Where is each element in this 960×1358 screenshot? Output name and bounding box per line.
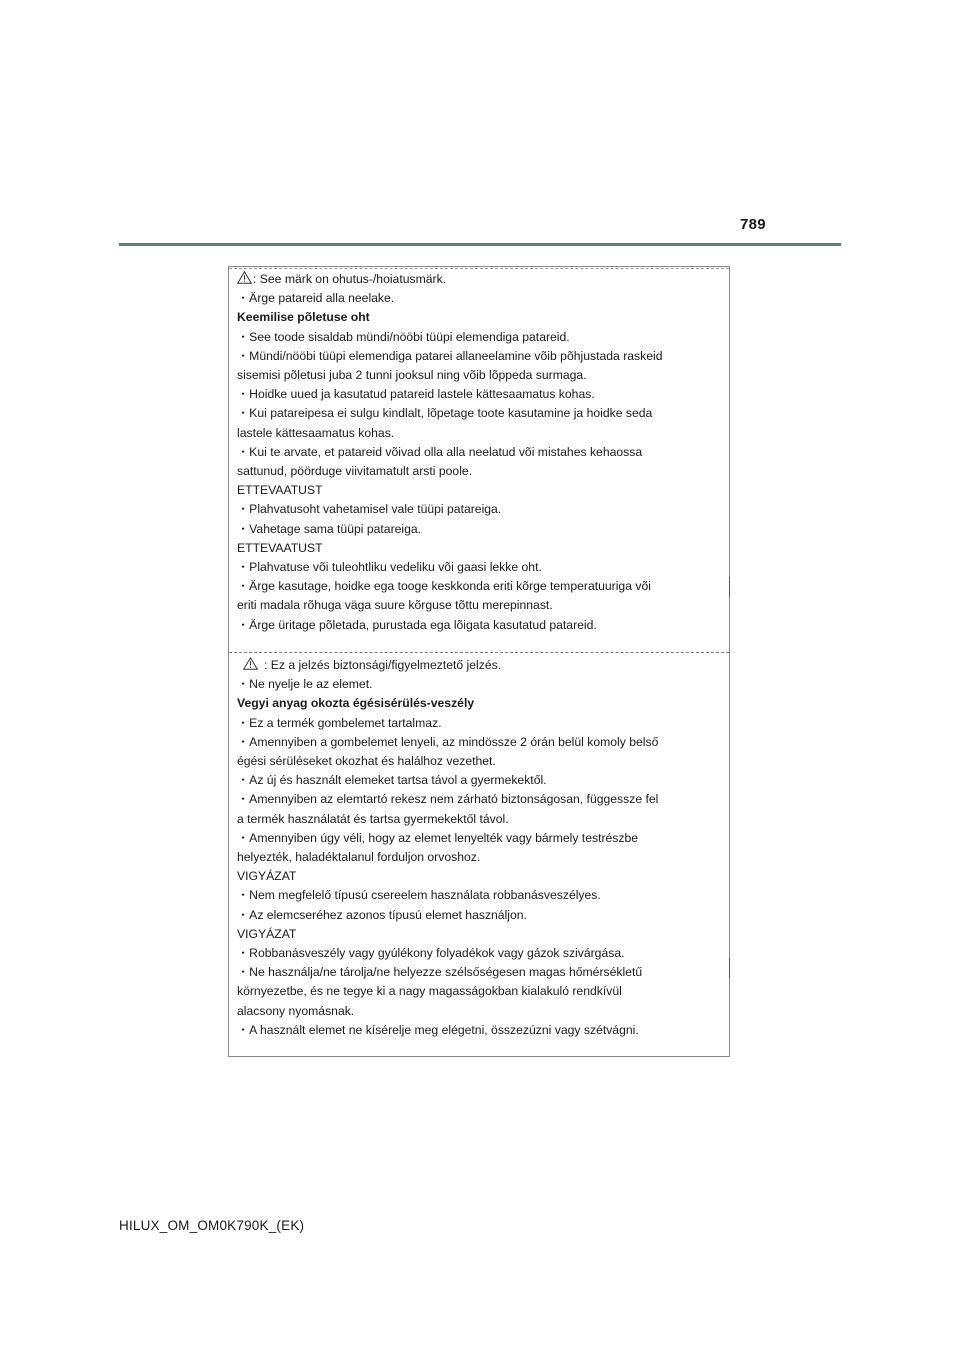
estonian-line: ・Vahetage sama tüüpi patareiga. [237,521,422,536]
hungarian-caution-heading: VIGYÁZAT [237,869,297,884]
hungarian-line: ・A használt elemet ne kísérelje meg elégetni, összezúzni vagy szétvágni. [237,1022,639,1037]
warning-triangle-icon [243,657,258,670]
hungarian-line: a termék használatát és tartsa gyermekektől távol. [237,811,509,826]
estonian-line: ・Ärge kasutage, hoidke ega tooge keskkonda eriti kõrge temperatuuriga või [237,579,651,594]
hungarian-line: ・Robbanásveszély vagy gyúlékony folyadékok vagy gázok szivárgása. [237,946,625,961]
estonian-line: ・Kui te arvate, et patareid võivad olla alla neelatud või mistahes kehaossa [237,444,643,459]
section-divider [229,652,729,653]
hungarian-line: helyezték, haladéktalanul forduljon orvoshoz. [237,850,481,865]
edge-mark [729,958,730,978]
hungarian-line: ・Amennyiben úgy véli, hogy az elemet lenyelték vagy bármely testrészbe [237,830,639,845]
estonian-line: ・Mündi/nööbi tüüpi elemendiga patarei allaneelamine võib põhjustada raskeid [237,348,663,363]
estonian-symbol-line [237,270,721,289]
hungarian-line: ・Ne használja/ne tárolja/ne helyezze szélsőségesen magas hőmérsékletű [237,965,643,980]
warning-triangle-icon [237,271,252,284]
estonian-line: sattunud, pöörduge viivitamatult arsti poole. [237,464,473,479]
hungarian-heading: Vegyi anyag okozta égésisérülés-veszély [237,696,475,711]
hungarian-caution-heading: VIGYÁZAT [237,926,297,941]
hungarian-line: ・Ez a termék gombelemet tartalmaz. [237,715,442,730]
estonian-section [237,270,721,635]
estonian-line: sisemisi põletusi juba 2 tunni jooksul ning võib lõppeda surmaga. [237,368,587,383]
edge-mark [729,577,730,597]
hungarian-symbol-line [237,656,721,675]
hungarian-symbol-text: : Ez a jelzés biztonsági/figyelmeztető jelzés. [264,658,502,672]
hungarian-line: ・Ne nyelje le az elemet. [237,677,373,692]
page-number: 789 [740,216,766,233]
header-rule [119,243,841,246]
estonian-line: lastele kättesaamatus kohas. [237,425,395,440]
hungarian-line: ・Amennyiben az elemtartó rekesz nem zárható biztonságosan, függessze fel [237,792,659,807]
estonian-line: ・See toode sisaldab mündi/nööbi tüüpi elemendiga patareid. [237,329,570,344]
battery-warning-box [228,266,730,1057]
estonian-symbol-text: : See märk on ohutus-/hoiatusmärk. [253,272,447,286]
top-dashed-rule [229,268,729,269]
hungarian-line: környezetbe, és ne tegye ki a nagy magasságokban kialakuló rendkívül [237,984,622,999]
hungarian-line: ・Nem megfelelő típusú csereelem használata robbanásveszélyes. [237,888,601,903]
estonian-line: eriti madala rõhuga väga suure kõrguse tõttu merepinnast. [237,598,553,613]
estonian-line: ・Plahvatusoht vahetamisel vale tüüpi patareiga. [237,502,502,517]
estonian-caution-heading: ETTEVAATUST [237,540,323,555]
estonian-line: ・Hoidke uued ja kasutatud patareid lastele kättesaamatus kohas. [237,387,595,402]
hungarian-line: ・Az elemcseréhez azonos típusú elemet használjon. [237,907,527,922]
hungarian-section [237,656,721,1040]
hungarian-line: alacsony nyomásnak. [237,1003,355,1018]
estonian-line: ・Kui patareipesa ei sulgu kindlalt, lõpetage toote kasutamine ja hoidke seda [237,406,653,421]
estonian-line: ・Ärge üritage põletada, purustada ega lõigata kasutatud patareid. [237,617,597,632]
estonian-line: ・Plahvatuse või tuleohtliku vedeliku või gaasi lekke oht. [237,560,542,575]
hungarian-line: égési sérüléseket okozhat és halálhoz vezethet. [237,754,496,769]
estonian-line: ・Ärge patareid alla neelake. [237,291,395,306]
estonian-heading: Keemilise põletuse oht [237,310,370,325]
document-code: HILUX_OM_OM0K790K_(EK) [119,1218,305,1233]
hungarian-line: ・Az új és használt elemeket tartsa távol a gyermekektől. [237,773,547,788]
estonian-caution-heading: ETTEVAATUST [237,483,323,498]
hungarian-line: ・Amennyiben a gombelemet lenyeli, az mindössze 2 órán belül komoly belső [237,734,659,749]
